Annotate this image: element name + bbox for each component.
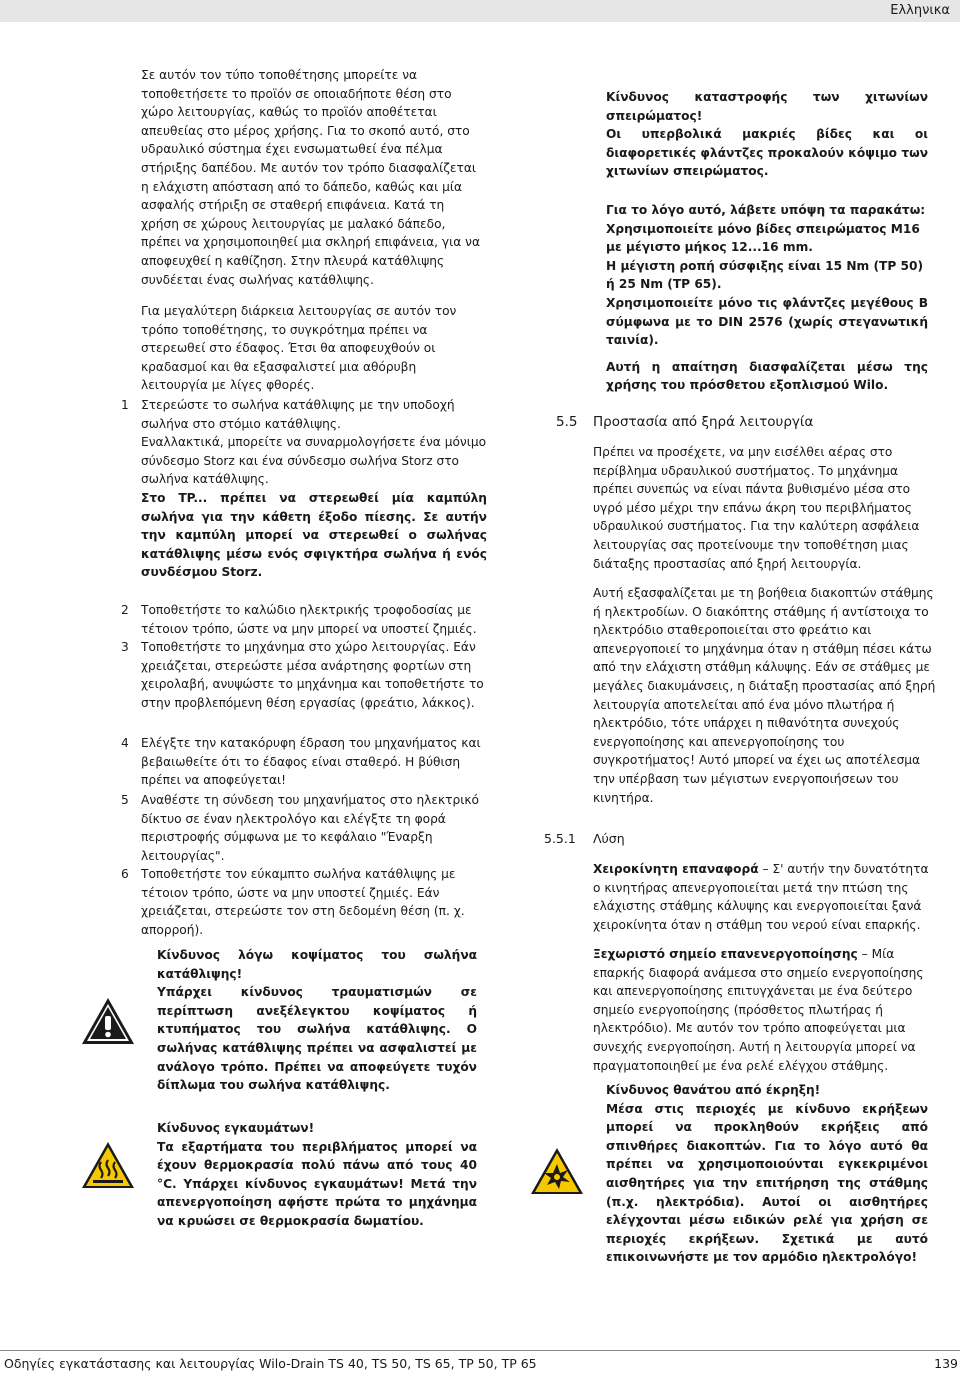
step-text: Στερεώστε το σωλήνα κατάθλιψης με την υποδοχή σωλήνα στο στόμιο κατάθλιψης. xyxy=(141,398,455,431)
caution-item-3: Χρησιμοποιείτε μόνο τις φλάντζες μεγέθους B σύμφωνα με το DIN 2576 (χωρίς στεγανωτική ταινία). xyxy=(606,295,928,348)
caution-item-1: Χρησιμοποιείτε μόνο βίδες σπειρώματος M16 με μέγιστο μήκος 12...16 mm. xyxy=(606,221,920,255)
manual-reset-label: Χειροκίνητη επαναφορά xyxy=(593,862,759,876)
explosion-icon xyxy=(529,1146,585,1196)
section-number-5-5: 5.5 xyxy=(556,414,578,430)
separate-point-label: Ξεχωριστό σημείο επανενεργοποίησης xyxy=(593,947,858,961)
separate-point-text: – Μία επαρκής διαφορά ανάμεσα στο σημείο ενεργοποίησης και απενεργοποίησης επιτυγχάνεται με ένα δεύτερο σημείο ενεργοποίησης (πρόσθετος πλωτήρας ή ηλεκτρόδιο). Με αυτόν τον τρόπο αποφεύγεται μια συνεχής ενεργοποίηση. Αυτή η λειτουργία μπορεί να πραγματοποιηθεί με ένα ρελέ ελέγχου στάθμης. xyxy=(593,947,924,1073)
step-4 xyxy=(121,734,487,790)
step-text: Τοποθετήστε τον εύκαμπτο σωλήνα κατάθλιψης με τέτοιον τρόπο, ώστε να μην υποστεί ζημιές. Εάν χρειάζεται, στερεώστε τον στη δεδομένη θέση (π. χ. απορροή). xyxy=(141,867,465,937)
warning-title: Κίνδυνος εγκαυμάτων! xyxy=(157,1121,315,1135)
warning-text: Μέσα στις περιοχές με κίνδυνο εκρήξεων μπορεί να προκληθούν εκρήξεις από σπινθήρες διακοπτών. Για το λόγο αυτό θα πρέπει να χρησιμοποιούνται εγκεκριμένοι αισθητήρες για την επιτήρηση της στάθμης (π.χ. ηλεκτρόδια). Αυτοί οι αισθητήρες ελέγχονται μέσω ειδικών ρελέ για χρήση σε περιοχές εκρήξεων. Σχετικά με αυτό επικοινωνήστε με τον αρμόδιο ηλεκτρολόγο! xyxy=(606,1101,928,1265)
warning-title: Κίνδυνος λόγω κοψίματος του σωλήνα κατάθλιψης! xyxy=(157,948,477,981)
step-bold-note: Στο TP... πρέπει να στερεωθεί μία καμπύλη σωλήνα για την κάθετη έξοδο πίεσης. Σε αυτήν την καμπύλη μπορεί να στερεωθεί ο σωλήνας κατάθλιψης μέσω ενός σφιγκτήρα σωλήνα ή ενός συνδέσμου Storz. xyxy=(141,490,487,580)
section-title-5-5-1: Λύση xyxy=(593,831,625,846)
step-text: Τοποθετήστε το μηχάνημα στο χώρο λειτουργίας. Εάν χρειάζεται, στερεώστε μέσα ανάρτησης φορτίων στη χειρολαβή, ανυψώστε το μηχάνημα και τοποθετήστε το στην προβλεπόμενη θέση εργασίας (φρεάτιο, λάκκος). xyxy=(141,640,484,710)
warning-cut-hose xyxy=(157,946,477,1095)
footer-divider xyxy=(0,1350,960,1351)
warning-explosion xyxy=(606,1081,928,1267)
step-number: 6 xyxy=(121,867,129,881)
caution-note-end: Αυτή η απαίτηση διασφαλίζεται μέσω της χρήσης του πρόσθετου εξοπλισμού Wilo. xyxy=(606,359,928,393)
caution-item-2: Η μέγιστη ροπή σύσφιξης είναι 15 Nm (TP 50) ή 25 Nm (TP 65). xyxy=(606,258,924,292)
step-number: 1 xyxy=(121,398,129,412)
step-number: 5 xyxy=(121,793,129,807)
warning-icon xyxy=(80,996,136,1046)
section-title-5-5: Προστασία από ξηρά λειτουργία xyxy=(593,414,814,430)
manual-reset-text: – Σ' αυτήν την δυνατότητα ο κινητήρας απενεργοποιείται μετά την πτώση της ελάχιστης στάθμης κάλυψης και ενεργοποιείται ξανά χειροκίνητα όταν η στάθμη του νερού είναι επαρκής. xyxy=(593,862,929,932)
step-number: 2 xyxy=(121,603,129,617)
caution-note-head: Για το λόγο αυτό, λάβετε υπόψη τα παρακάτω: xyxy=(606,202,926,217)
footer-title: Οδηγίες εγκατάστασης και λειτουργίας Wilo-Drain TS 40, TS 50, TS 65, TP 50, TP 65 xyxy=(4,1356,537,1371)
step-extra: Εναλλακτικά, μπορείτε να συναρμολογήσετε ένα μόνιμο σύνδεσμο Storz και ένα σύνδεσμο σωλήνα Storz στο σωλήνα κατάθλιψης. xyxy=(141,435,487,487)
step-number: 3 xyxy=(121,640,129,654)
warning-title: Κίνδυνος θανάτου από έκρηξη! xyxy=(606,1083,821,1097)
step-text: Ελέγξτε την κατακόρυφη έδραση του μηχανήματος και βεβαιωθείτε ότι το έδαφος είναι σταθερό. Η βύθιση πρέπει να αποφεύγεται! xyxy=(141,736,481,788)
page-number: 139 xyxy=(934,1356,958,1371)
section-number-5-5-1: 5.5.1 xyxy=(544,831,576,846)
caution-text: Οι υπερβολικά μακριές βίδες και οι διαφορετικές φλάντζες προκαλούν κόψιμο των χιτωνίων σπειρώματος. xyxy=(606,127,928,179)
step-5 xyxy=(121,791,487,865)
warning-text: Τα εξαρτήματα του περιβλήματος μπορεί να έχουν θερμοκρασία πολύ πάνω από τους 40 °C. Υπάρχει κίνδυνος εγκαυμάτων! Μετά την απενεργοποίηση αφήστε πρώτα το μηχάνημα να κρυώσει σε θερμοκρασία δωματίου. xyxy=(157,1139,477,1228)
section-5-5-paragraph-1: Πρέπει να προσέχετε, να μην εισέλθει αέρας στο περίβλημα υδραυλικού συστήματος. Το μηχάνημα πρέπει συνεπώς να είναι πάντα βυθισμένο μέσα στο υγρό μέσο μέχρι την επάνω άκρη του περιβλήματος υδραυλικού συστήματος. Για την καλύτερη ασφάλεια λειτουργίας σας προτείνουμε την τοποθέτηση μιας διάταξης προστασίας από ξηρή λειτουργία. xyxy=(593,445,920,571)
header-bar xyxy=(0,0,960,22)
step-3 xyxy=(121,638,487,712)
step-2 xyxy=(121,601,487,638)
step-text: Αναθέστε τη σύνδεση του μηχανήματος στο ηλεκτρικό δίκτυο σε έναν ηλεκτρολόγο και ελέγξτε τη φορά περιστροφής σύμφωνα με το κεφάλαιο "Έναρξη λειτουργίας". xyxy=(141,793,479,863)
left-paragraph-2: Για μεγαλύτερη διάρκεια λειτουργίας σε αυτόν τον τρόπο τοποθέτησης, το συγκρότημα πρέπει να στερεωθεί στο έδαφος. Έτσι θα αποφευχθούν οι κραδασμοί και θα εξασφαλιστεί μια αθόρυβη λειτουργία με λίγες φθορές. xyxy=(141,304,457,393)
step-number: 4 xyxy=(121,736,129,750)
solution-separate-point xyxy=(593,945,939,1075)
warning-burns xyxy=(157,1119,477,1231)
section-5-5-paragraph-2: Αυτή εξασφαλίζεται με τη βοήθεια διακοπτών στάθμης ή ηλεκτροδίων. Ο διακόπτης στάθμης ή αντίστοιχα το ηλεκτρόδιο σταθεροποιείται στο φρεάτιο και απενεργοποιεί το μηχάνημα όταν η στάθμη πέσει κάτω από την ελάχιστη στάθμη κάλυψης. Εάν σε στάθμες με μεγάλες διακυμάνσεις, η διάταξη προστασίας από ξηρή λειτουργία αποτελείται από ένα μόνο πλωτήρα ή ηλεκτρόδιο, τότε υπάρχει η πιθανότητα συνεχούς ενεργοποίησης και απενεργοποίησης του συγκροτήματος! Αυτό μπορεί να έχει ως αποτέλεσμα την υπέρβαση των μέγιστων ενεργοποιήσεων του κινητήρα. xyxy=(593,586,936,805)
solution-manual-reset xyxy=(593,860,939,934)
warning-text: Υπάρχει κίνδυνος τραυματισμών σε περίπτωση ανεξέλεγκτου κοψίματος ή κτυπήματος του σωλήνα κατάθλιψης. Ο σωλήνας κατάθλιψης πρέπει να ασφαλιστεί με ανάλογο τρόπο. Πρέπει να αποφεύγετε τυχόν δίπλωμα του σωλήνα κατάθλιψης. xyxy=(157,985,477,1093)
hot-surface-icon xyxy=(80,1140,136,1190)
caution-title: Κίνδυνος καταστροφής των χιτωνίων σπειρώματος! xyxy=(606,90,928,123)
caution-threads xyxy=(606,88,928,395)
step-text: Τοποθετήστε το καλώδιο ηλεκτρικής τροφοδοσίας με τέτοιον τρόπο, ώστε να μην μπορεί να υποστεί ζημιές. xyxy=(141,603,477,636)
step-1 xyxy=(121,396,487,582)
step-6 xyxy=(121,865,487,939)
header-language: Ελληνικα xyxy=(890,3,950,18)
left-paragraph-1: Σε αυτόν τον τύπο τοποθέτησης μπορείτε να τοποθετήσετε το προϊόν σε οποιαδήποτε θέση στο χώρο λειτουργίας, καθώς το προϊόν αποθέτεται απευθείας στο μέρος χρήσης. Για το σκοπό αυτό, στο υδραυλικό σύστημα έχει ενσωματωθεί ένα πέλμα στήριξης δαπέδου. Με αυτόν τον τρόπο διασφαλίζεται η ελάχιστη απόσταση από το δάπεδο, καθώς και μία ασφαλής στήριξη σε σταθερή επιφάνεια. Κατά τη χρήση σε χώρους λειτουργίας με μαλακό δάπεδο, πρέπει να χρησιμοποιηθεί μια σκληρή επιφάνεια, για να αποφευχθεί η καθίζηση. Στην πλευρά κατάθλιψης συνδέεται ένας σωλήνας κατάθλιψης. xyxy=(141,68,481,287)
